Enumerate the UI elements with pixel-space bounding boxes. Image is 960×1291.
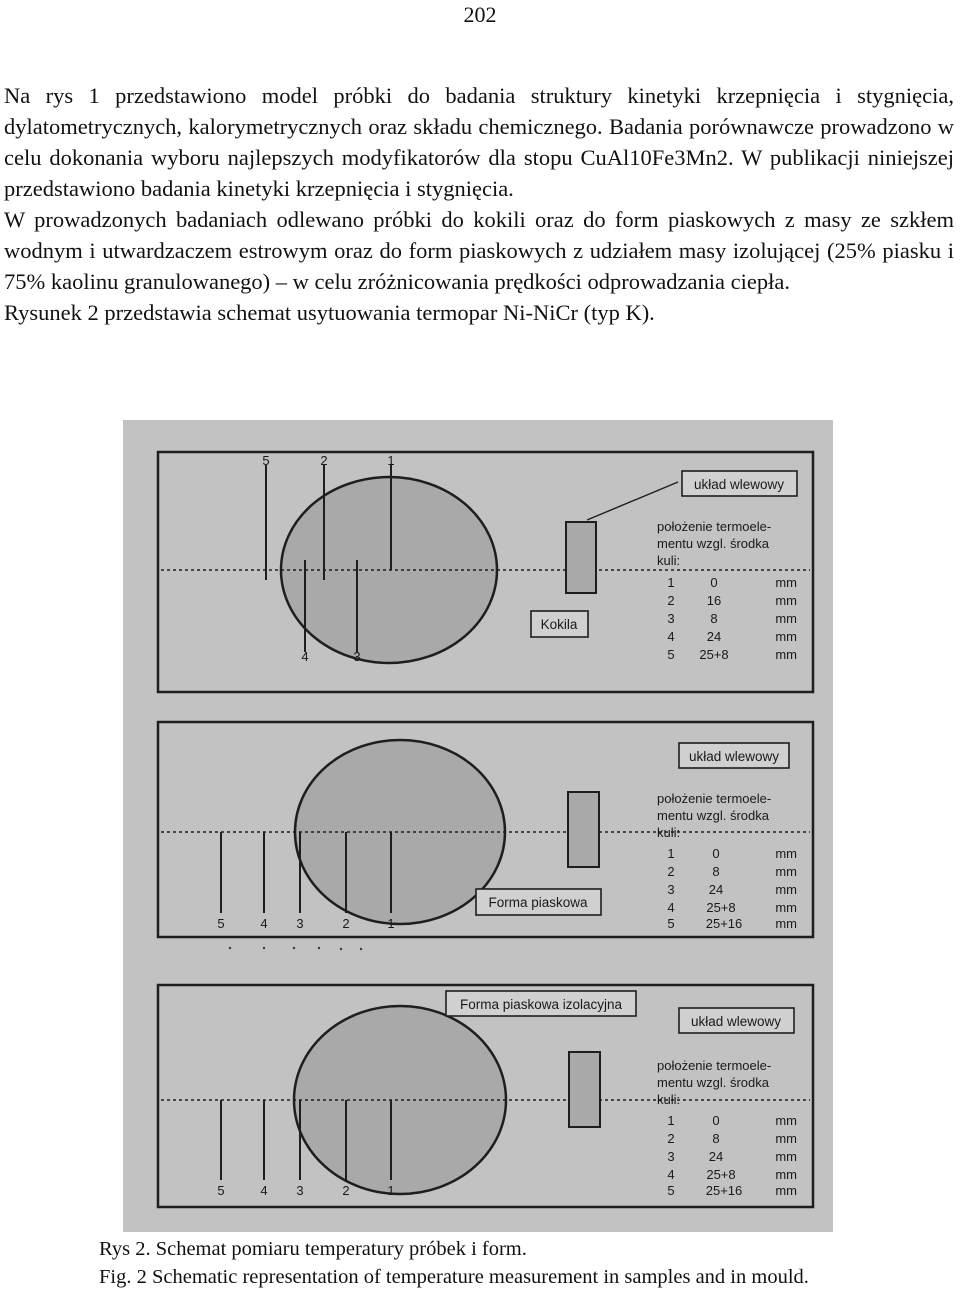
- legend-row-unit: mm: [775, 593, 797, 608]
- legend-row-value: 24: [706, 629, 722, 644]
- legend-row-number: 3: [667, 882, 675, 897]
- bottom-number-2: 2: [342, 1183, 350, 1198]
- legend-row-number: 4: [667, 629, 675, 644]
- mould-label: Kokila: [540, 617, 578, 632]
- legend-row-number: 5: [667, 916, 675, 931]
- legend-row-value: 16: [706, 593, 722, 608]
- bottom-number-3: 3: [296, 916, 304, 931]
- gating-label: układ wlewowy: [693, 477, 785, 492]
- legend-row-unit: mm: [775, 900, 797, 915]
- bottom-number-4: 4: [301, 649, 309, 664]
- caption-english: Fig. 2 Schematic representation of temperature measurement in samples and in mould.: [99, 1266, 809, 1288]
- top-number-1: 1: [387, 453, 395, 468]
- legend-row-number: 1: [667, 575, 675, 590]
- gating-label: układ wlewowy: [688, 749, 780, 764]
- legend-row-number: 4: [667, 900, 675, 915]
- bottom-number-5: 5: [217, 916, 225, 931]
- top-number-5: 5: [262, 453, 270, 468]
- top-number-2: 2: [320, 453, 328, 468]
- legend-row-number: 4: [667, 1167, 675, 1182]
- paragraph-3: Rysunek 2 przedstawia schemat usytuowania termopar Ni-NiCr (typ K).: [4, 300, 655, 325]
- legend-row-unit: mm: [775, 1183, 797, 1198]
- mould-label: Forma piaskowa: [488, 895, 588, 910]
- legend-row-value: 24: [708, 882, 724, 897]
- legend-row-unit: mm: [775, 611, 797, 626]
- thermocouple-schematic-figure: [123, 420, 833, 1232]
- bottom-number-1: 1: [387, 1183, 395, 1198]
- legend-row-number: 5: [667, 1183, 675, 1198]
- paragraph-1: Na rys 1 przedstawiono model próbki do badania struktury kinetyki krzepnięcia i stygnięcia, dylatometrycznych, kalorymetrycznych oraz składu chemicznego. Badania porównawcze prowadzono w celu dokonania wyboru najlepszych modyfikatorów dla stopu CuAl10Fe3Mn2. W publikacji niniejszej przedstawiono badania kinetyki krzepnięcia i stygnięcia.: [4, 83, 954, 201]
- sand-dot: [293, 947, 295, 949]
- legend-row-unit: mm: [775, 846, 797, 861]
- sand-dot: [318, 947, 320, 949]
- bottom-number-3: 3: [353, 649, 361, 664]
- legend-row-value: 0: [710, 575, 718, 590]
- legend-row-value: 25+8: [706, 900, 736, 915]
- legend-row-value: 25+8: [699, 647, 729, 662]
- legend-title-line-3: kuli:: [657, 1092, 681, 1107]
- figure-svg: [123, 420, 833, 1232]
- legend-row-unit: mm: [775, 882, 797, 897]
- bottom-number-3: 3: [296, 1183, 304, 1198]
- legend-row-number: 2: [667, 864, 675, 879]
- legend-row-unit: mm: [775, 1149, 797, 1164]
- legend-row-value: 24: [708, 1149, 724, 1164]
- legend-title-line-1: położenie termoele-: [657, 791, 772, 806]
- legend-title-line-2: mentu wzgl. środka: [657, 808, 769, 823]
- legend-row-value: 25+8: [706, 1167, 736, 1182]
- legend-row-value: 8: [712, 1131, 720, 1146]
- legend-title-line-2: mentu wzgl. środka: [657, 536, 769, 551]
- legend-row-value: 8: [710, 611, 718, 626]
- sand-dot: [340, 948, 342, 950]
- legend-row-number: 3: [667, 611, 675, 626]
- mould-label: Forma piaskowa izolacyjna: [459, 997, 623, 1012]
- legend-title-line-1: położenie termoele-: [657, 1058, 772, 1073]
- legend-row-number: 2: [667, 593, 675, 608]
- legend-row-unit: mm: [775, 1167, 797, 1182]
- legend-row-unit: mm: [775, 575, 797, 590]
- sand-dot: [229, 947, 231, 949]
- legend-row-number: 3: [667, 1149, 675, 1164]
- bottom-number-2: 2: [342, 916, 350, 931]
- bottom-number-1: 1: [387, 916, 395, 931]
- page-number: 202: [463, 2, 497, 27]
- legend-title-line-3: kuli:: [657, 825, 681, 840]
- legend-row-unit: mm: [775, 647, 797, 662]
- gating-system-block: [566, 522, 596, 593]
- legend-row-value: 0: [712, 1113, 720, 1128]
- gating-label: układ wlewowy: [690, 1014, 782, 1029]
- legend-row-value: 25+16: [705, 916, 743, 931]
- legend-row-unit: mm: [775, 1131, 797, 1146]
- sand-dot: [263, 947, 265, 949]
- sand-dot: [360, 948, 362, 950]
- body-text: [4, 80, 954, 328]
- legend-row-unit: mm: [775, 916, 797, 931]
- legend-row-unit: mm: [775, 629, 797, 644]
- legend-title-line-2: mentu wzgl. środka: [657, 1075, 769, 1090]
- paragraph-2: W prowadzonych badaniach odlewano próbki do kokili oraz do form piaskowych z masy ze szkłem wodnym i utwardzaczem estrowym oraz do form piaskowych z udziałem masy izolującej (25% piasku i 75% kaolinu granulowanego) – w celu zróżnicowania prędkości odprowadzania ciepła.: [4, 207, 954, 294]
- legend-row-unit: mm: [775, 1113, 797, 1128]
- bottom-number-4: 4: [260, 1183, 268, 1198]
- legend-row-value: 25+16: [705, 1183, 743, 1198]
- bottom-number-4: 4: [260, 916, 268, 931]
- legend-title-line-3: kuli:: [657, 553, 681, 568]
- gating-system-block: [569, 1052, 600, 1127]
- legend-row-value: 0: [712, 846, 720, 861]
- legend-row-value: 8: [712, 864, 720, 879]
- legend-title-line-1: położenie termoele-: [657, 519, 772, 534]
- legend-row-unit: mm: [775, 864, 797, 879]
- bottom-number-5: 5: [217, 1183, 225, 1198]
- legend-row-number: 2: [667, 1131, 675, 1146]
- legend-row-number: 1: [667, 1113, 675, 1128]
- caption-polish: Rys 2. Schemat pomiaru temperatury próbek i form.: [99, 1238, 527, 1260]
- legend-row-number: 5: [667, 647, 675, 662]
- gating-system-block: [568, 792, 599, 867]
- legend-row-number: 1: [667, 846, 675, 861]
- figure-caption: [99, 1235, 809, 1291]
